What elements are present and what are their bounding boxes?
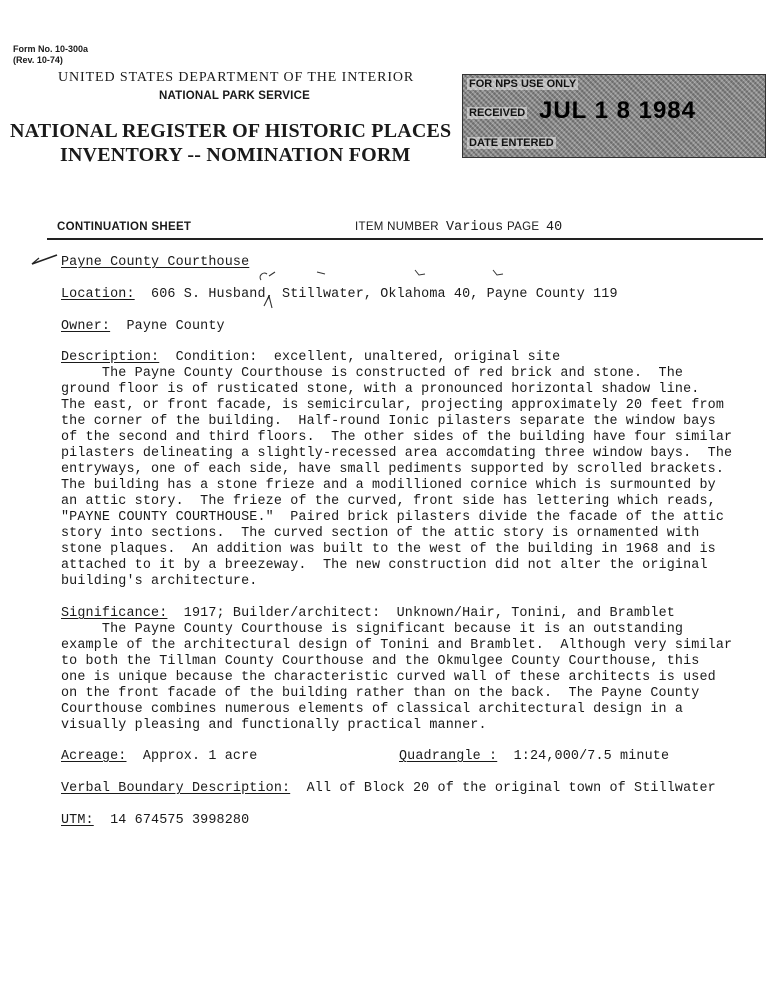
description-line: building's architecture. bbox=[61, 574, 258, 589]
significance-line: The Payne County Courthouse is significant because it is an outstanding bbox=[61, 622, 684, 637]
owner-label: Owner: bbox=[61, 319, 111, 334]
description-line: entryways, one of each side, have small pediments supported by scrolled brackets. bbox=[61, 462, 725, 477]
property-name: Payne County Courthouse bbox=[61, 255, 250, 270]
utm-row bbox=[61, 813, 249, 828]
description-line: attached to it by a breezeway. The new construction did not alter the original bbox=[61, 558, 708, 573]
owner-value: Payne County bbox=[126, 319, 225, 334]
form-title-line-1: NATIONAL REGISTER OF HISTORIC PLACES bbox=[10, 120, 452, 142]
significance-line: Courthouse combines numerous elements of classical architectural design in a bbox=[61, 702, 684, 717]
description-line: pilasters delineating a slightly-recessed area accomdating three window bays. The bbox=[61, 446, 733, 461]
description-line: stone plaques. An addition was built to the west of the building in 1968 and is bbox=[61, 542, 716, 557]
description-line: The east, or front facade, is semicircular, projecting approximately 20 feet from bbox=[61, 398, 725, 413]
form-number bbox=[13, 44, 88, 66]
acreage-row bbox=[61, 749, 257, 764]
owner-row bbox=[61, 319, 225, 334]
service-heading: NATIONAL PARK SERVICE bbox=[159, 90, 310, 102]
description-line: the corner of the building. Half-round Ionic pilasters separate the window bays bbox=[61, 414, 716, 429]
page-label: PAGE bbox=[507, 221, 540, 233]
handwritten-check-mark bbox=[30, 252, 60, 266]
form-number-text: Form No. 10-300a bbox=[13, 44, 89, 54]
description-label: Description: bbox=[61, 350, 160, 365]
boundary-row bbox=[61, 781, 716, 796]
significance-line: visually pleasing and functionally practical manner. bbox=[61, 718, 487, 733]
continuation-sheet-label: CONTINUATION SHEET bbox=[57, 221, 192, 233]
significance-line: one is unique because the characteristic curved wall of these architects is used bbox=[61, 670, 716, 685]
description-row bbox=[61, 350, 560, 365]
description-line: ground floor is of rusticated stone, with a pronounced horizontal shadow line. bbox=[61, 382, 700, 397]
header-divider bbox=[47, 238, 763, 240]
description-line: of the second and third floors. The other sides of the building have four similar bbox=[61, 430, 733, 445]
description-line: "PAYNE COUNTY COURTHOUSE." Paired brick pilasters divide the facade of the attic bbox=[61, 510, 725, 525]
utm-label: UTM: bbox=[61, 813, 94, 828]
page-number-value: 40 bbox=[546, 220, 563, 235]
location-label: Location: bbox=[61, 287, 135, 302]
quadrangle-label: Quadrangle : bbox=[399, 749, 498, 764]
quadrangle-row bbox=[399, 749, 669, 764]
location-value: 606 S. Husband, Stillwater, Oklahoma 40, Payne County 119 bbox=[151, 287, 618, 302]
boundary-value: All of Block 20 of the original town of Stillwater bbox=[306, 781, 716, 796]
utm-value: 14 674575 3998280 bbox=[110, 813, 250, 828]
nps-received-stamp bbox=[462, 74, 766, 158]
significance-row bbox=[61, 606, 675, 621]
form-title-line-2: INVENTORY -- NOMINATION FORM bbox=[60, 144, 411, 166]
form-revision-text: (Rev. 10-74) bbox=[13, 55, 63, 65]
item-number-value: Various bbox=[446, 220, 504, 235]
quadrangle-value: 1:24,000/7.5 minute bbox=[513, 749, 670, 764]
acreage-value: Approx. 1 acre bbox=[142, 749, 258, 764]
stamp-label-nps-use: FOR NPS USE ONLY bbox=[469, 78, 577, 90]
description-line: story into sections. The curved section of the attic story is ornamented with bbox=[61, 526, 700, 541]
significance-builder: 1917; Builder/architect: Unknown/Hair, Tonini, and Bramblet bbox=[183, 606, 675, 621]
boundary-label: Verbal Boundary Description: bbox=[61, 781, 291, 796]
department-heading: UNITED STATES DEPARTMENT OF THE INTERIOR bbox=[58, 70, 415, 85]
description-line: The Payne County Courthouse is constructed of red brick and stone. The bbox=[61, 366, 684, 381]
description-line: The building has a stone frieze and a modillioned cornice which is surmounted by bbox=[61, 478, 716, 493]
description-condition: Condition: excellent, unaltered, original site bbox=[175, 350, 561, 365]
significance-line: example of the architectural design of Tonini and Bramblet. Although very similar bbox=[61, 638, 733, 653]
item-number-label: ITEM NUMBER bbox=[355, 221, 439, 233]
stamp-received-date: JUL 1 8 1984 bbox=[539, 97, 696, 124]
significance-line: on the front facade of the building rather than on the back. The Payne County bbox=[61, 686, 700, 701]
stamp-label-date-entered: DATE ENTERED bbox=[469, 137, 554, 149]
location-row bbox=[61, 287, 618, 302]
stamp-label-received: RECEIVED bbox=[469, 107, 526, 119]
significance-label: Significance: bbox=[61, 606, 168, 621]
acreage-label: Acreage: bbox=[61, 749, 127, 764]
description-line: an attic story. The frieze of the curved, front side has lettering which reads, bbox=[61, 494, 716, 509]
significance-line: to both the Tillman County Courthouse and the Okmulgee County Courthouse, this bbox=[61, 654, 700, 669]
